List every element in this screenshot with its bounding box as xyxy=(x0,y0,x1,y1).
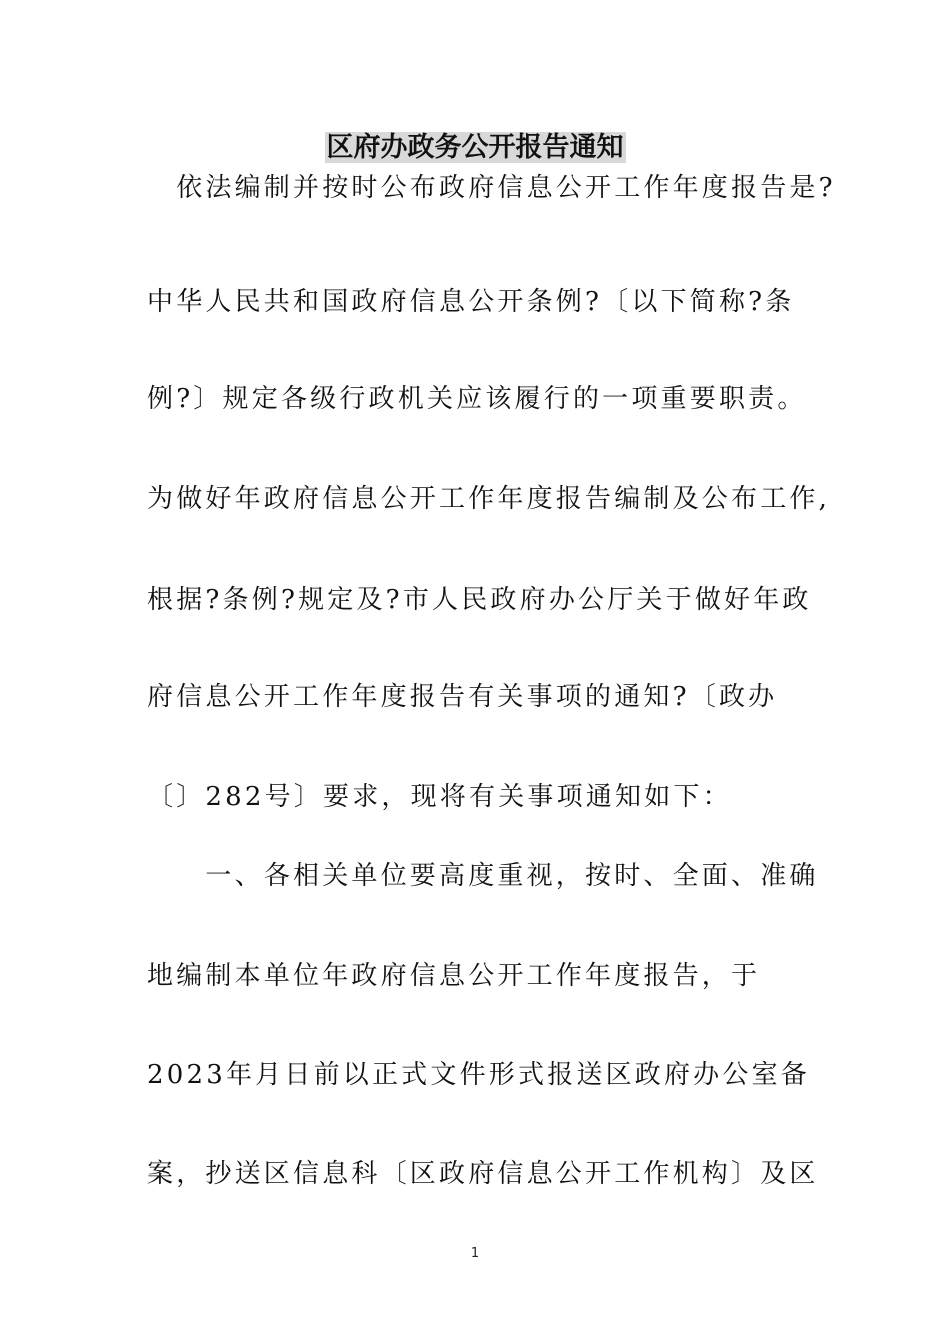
body-line-3: 例?〕规定各级行政机关应该履行的一项重要职责。 xyxy=(147,384,807,414)
body-line-10: 2023年月日前以正式文件形式报送区政府办公室备 xyxy=(147,1060,810,1090)
body-line-11: 案，抄送区信息科〔区政府信息公开工作机构〕及区 xyxy=(147,1159,819,1189)
body-line-9: 地编制本单位年政府信息公开工作年度报告，于 xyxy=(147,961,761,991)
page-number: 1 xyxy=(470,1246,480,1261)
body-line-7: 〔〕282号〕要求，现将有关事项通知如下： xyxy=(147,782,732,812)
body-line-8: 一、各相关单位要高度重视，按时、全面、准确 xyxy=(147,861,819,891)
document-title-text: 区府办政务公开报告通知 xyxy=(326,132,624,163)
body-line-5: 根据?条例?规定及?市人民政府办公厅关于做好年政 xyxy=(147,585,812,615)
body-line-2: 中华人民共和国政府信息公开条例?〔以下简称?条 xyxy=(147,287,795,317)
body-line-6: 府信息公开工作年度报告有关事项的通知?〔政办 xyxy=(147,682,778,712)
body-line-1: 依法编制并按时公布政府信息公开工作年度报告是? xyxy=(147,173,836,203)
document-title xyxy=(0,128,950,168)
body-line-4: 为做好年政府信息公开工作年度报告编制及公布工作, xyxy=(147,484,831,514)
